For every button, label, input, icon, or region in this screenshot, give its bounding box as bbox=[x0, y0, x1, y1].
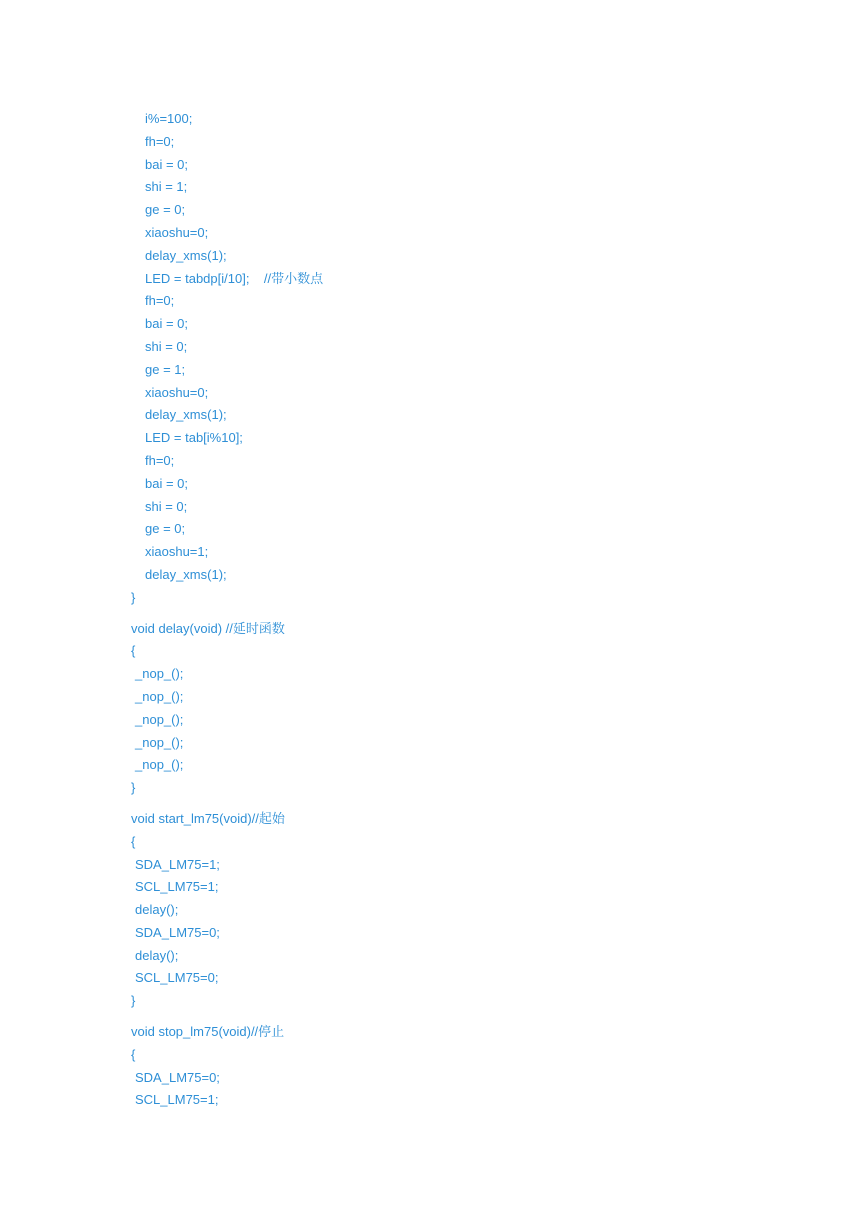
code-line: _nop_(); bbox=[135, 666, 184, 682]
code-line: shi = 0; bbox=[145, 498, 188, 514]
code-line: fh=0; bbox=[145, 452, 175, 468]
code-line: SDA_LM75=0; bbox=[135, 1069, 220, 1085]
code-line: SDA_LM75=1; bbox=[135, 856, 220, 872]
code-line: shi = 0; bbox=[145, 338, 188, 354]
code-line: SDA_LM75=0; bbox=[135, 924, 220, 940]
code-line: delay(); bbox=[135, 902, 179, 918]
code-line: { bbox=[131, 833, 136, 849]
code-line: _nop_(); bbox=[135, 757, 184, 773]
code-listing bbox=[0, 108, 868, 1112]
code-line: ge = 1; bbox=[145, 361, 186, 377]
code-line: ge = 0; bbox=[145, 202, 186, 218]
code-line: ge = 0; bbox=[145, 521, 186, 537]
code-line: _nop_(); bbox=[135, 688, 184, 704]
paragraph-gap bbox=[0, 610, 868, 618]
code-line: xiaoshu=1; bbox=[145, 544, 209, 560]
code-line: bai = 0; bbox=[145, 156, 189, 172]
code-line: _nop_(); bbox=[135, 711, 184, 727]
paragraph-gap bbox=[0, 800, 868, 808]
code-line: xiaoshu=0; bbox=[145, 384, 209, 400]
code-line: SCL_LM75=1; bbox=[135, 879, 219, 895]
code-line: fh=0; bbox=[145, 133, 175, 149]
code-line: delay(); bbox=[135, 947, 179, 963]
code-line: xiaoshu=0; bbox=[145, 224, 209, 240]
code-line: } bbox=[131, 780, 136, 796]
code-line: i%=100; bbox=[145, 111, 193, 126]
code-line: void start_lm75(void)//起始 bbox=[131, 810, 285, 826]
code-line: SCL_LM75=0; bbox=[135, 970, 219, 986]
code-line: SCL_LM75=1; bbox=[135, 1092, 219, 1108]
code-line: fh=0; bbox=[145, 293, 175, 309]
code-line: } bbox=[131, 993, 136, 1009]
code-line: delay_xms(1); bbox=[145, 247, 227, 263]
code-line: { bbox=[131, 643, 136, 659]
code-line: bai = 0; bbox=[145, 316, 189, 332]
code-line: void delay(void) //延时函数 bbox=[131, 620, 285, 636]
code-line: { bbox=[131, 1046, 136, 1062]
code-line: delay_xms(1); bbox=[145, 566, 227, 582]
code-line: bai = 0; bbox=[145, 475, 189, 491]
code-line: shi = 1; bbox=[145, 179, 188, 195]
code-line: void stop_lm75(void)//停止 bbox=[131, 1024, 285, 1040]
code-line: LED = tab[i%10]; bbox=[145, 430, 243, 446]
code-line: LED = tabdp[i/10]; //带小数点 bbox=[145, 270, 324, 286]
paragraph-gap bbox=[0, 1013, 868, 1021]
code-line: _nop_(); bbox=[135, 734, 184, 750]
code-line: delay_xms(1); bbox=[145, 407, 227, 423]
code-line: } bbox=[131, 589, 136, 605]
